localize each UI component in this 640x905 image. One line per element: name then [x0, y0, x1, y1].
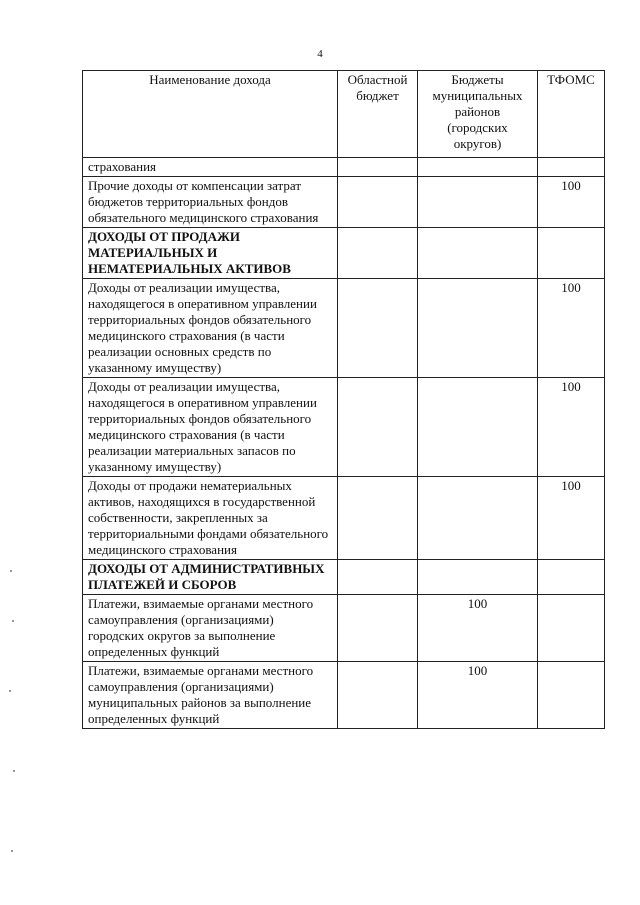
municipal-budget-cell: [418, 158, 538, 177]
header-tfoms: ТФОМС: [538, 71, 605, 158]
income-name-cell: Доходы от реализации имущества, находящегося в оперативном управлении территориальных фондов обязательного медицинского страхования (в части реализации основных средств по указанному имуществу): [83, 279, 338, 378]
municipal-budget-cell: [418, 177, 538, 228]
municipal-budget-cell: 100: [418, 595, 538, 662]
table-row: [83, 177, 605, 228]
municipal-budget-cell: [418, 378, 538, 477]
income-name-cell: Платежи, взимаемые органами местного самоуправления (организациями) муниципальных районов за выполнение определенных функций: [83, 662, 338, 729]
income-name-cell: Платежи, взимаемые органами местного самоуправления (организациями) городских округов за выполнение определенных функций: [83, 595, 338, 662]
regional-budget-cell: [338, 477, 418, 560]
municipal-budget-cell: [418, 228, 538, 279]
tfoms-cell: 100: [538, 177, 605, 228]
header-municipal-budgets: Бюджеты муниципальных районов (городских округов): [418, 71, 538, 158]
regional-budget-cell: [338, 560, 418, 595]
scan-margin-marks: [8, 560, 18, 890]
regional-budget-cell: [338, 177, 418, 228]
regional-budget-cell: [338, 378, 418, 477]
regional-budget-cell: [338, 228, 418, 279]
municipal-budget-cell: [418, 477, 538, 560]
income-name-cell: ДОХОДЫ ОТ АДМИНИСТРАТИВНЫХ ПЛАТЕЖЕЙ И СБОРОВ: [83, 560, 338, 595]
municipal-budget-cell: [418, 560, 538, 595]
tfoms-cell: [538, 560, 605, 595]
tfoms-cell: [538, 228, 605, 279]
tfoms-cell: [538, 595, 605, 662]
table-row: [83, 662, 605, 729]
table-row: [83, 477, 605, 560]
table-row: [83, 595, 605, 662]
income-name-cell: Доходы от продажи нематериальных активов, находящихся в государственной собственности, закрепленных за территориальными фондами обязательного медицинского страхования: [83, 477, 338, 560]
table-row: [83, 228, 605, 279]
page-number: 4: [317, 48, 323, 60]
table-row: [83, 378, 605, 477]
regional-budget-cell: [338, 158, 418, 177]
tfoms-cell: 100: [538, 378, 605, 477]
tfoms-cell: [538, 158, 605, 177]
table-body: [83, 158, 605, 729]
tfoms-cell: 100: [538, 477, 605, 560]
income-name-cell: ДОХОДЫ ОТ ПРОДАЖИ МАТЕРИАЛЬНЫХ И НЕМАТЕРИАЛЬНЫХ АКТИВОВ: [83, 228, 338, 279]
header-regional-budget: Областной бюджет: [338, 71, 418, 158]
income-table: [82, 70, 605, 729]
tfoms-cell: 100: [538, 279, 605, 378]
regional-budget-cell: [338, 662, 418, 729]
income-name-cell: Доходы от реализации имущества, находящегося в оперативном управлении территориальных фондов обязательного медицинского страхования (в части реализации материальных запасов по указанному имуществу): [83, 378, 338, 477]
regional-budget-cell: [338, 279, 418, 378]
municipal-budget-cell: 100: [418, 662, 538, 729]
table-row: [83, 560, 605, 595]
income-name-cell: Прочие доходы от компенсации затрат бюджетов территориальных фондов обязательного медицинского страхования: [83, 177, 338, 228]
table-header-row: [83, 71, 605, 158]
municipal-budget-cell: [418, 279, 538, 378]
header-income-name: Наименование дохода: [83, 71, 338, 158]
income-name-cell: страхования: [83, 158, 338, 177]
tfoms-cell: [538, 662, 605, 729]
table-row: [83, 158, 605, 177]
table-row: [83, 279, 605, 378]
regional-budget-cell: [338, 595, 418, 662]
